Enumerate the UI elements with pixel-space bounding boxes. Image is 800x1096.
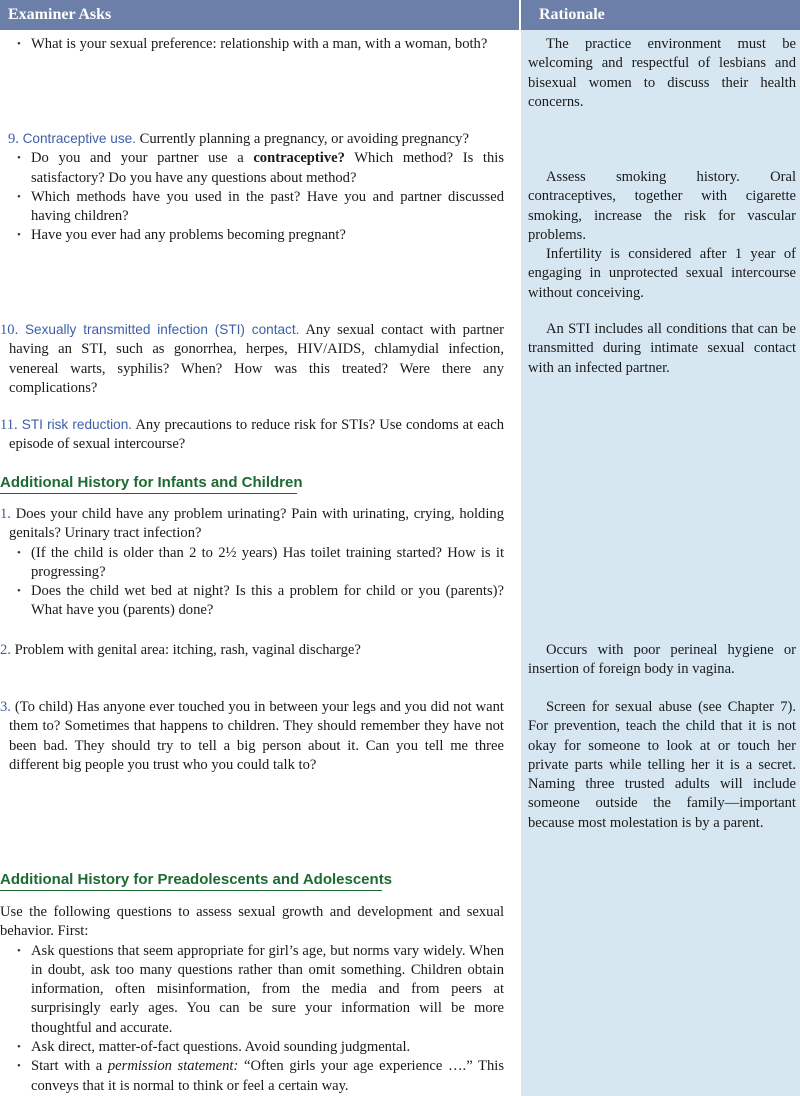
list-item: • Have you ever had any problems becoming pregnant? xyxy=(10,226,504,245)
heading-underline xyxy=(0,890,382,891)
question-text: (To child) Has anyone ever touched you in between your legs and you did not want them to? Sometimes that happens to children. They should remember they have not been bad. They should try to tell a big person about it. Can you tell me three different big people you trust who you could talk to? xyxy=(9,699,504,773)
list-item: • (If the child is older than 2 to 2½ years) Has toilet training started? How is it progressing? xyxy=(10,544,504,583)
sti-rationale: An STI includes all conditions that can be transmitted during intimate sexual contact with an infected partner. xyxy=(528,321,796,376)
adolescents-intro: Use the following questions to assess sexual growth and development and sexual behavior. First: xyxy=(0,904,504,940)
question-number: 11. xyxy=(0,417,18,433)
examiner-asks-heading: Examiner Asks xyxy=(8,6,112,23)
infant-question-1 xyxy=(0,505,504,621)
question-topic: Sexually transmitted infection (STI) contact. xyxy=(24,322,300,337)
list-item: • What is your sexual preference: relationship with a man, with a woman, both? xyxy=(10,35,504,54)
question-number: 3. xyxy=(0,699,11,715)
question-text: Any sexual contact with partner having an STI, such as gonorrhea, herpes, HIV/AIDS, chlamydial infection, venereal warts, syphilis? When? How was this treated? Were there any complications? xyxy=(9,322,504,396)
sexual-preference-question xyxy=(0,35,504,54)
question-number: 1. xyxy=(0,506,11,522)
rationale-column-background xyxy=(521,0,800,1096)
list-item: • Ask direct, matter-of-fact questions. Avoid sounding judgmental. xyxy=(10,1038,504,1057)
sexual-abuse-rationale: Screen for sexual abuse (see Chapter 7). For prevention, teach the child that it is not okay for someone to look at or touch her private parts while telling her it is a secret. Naming three trusted adults will include someone outside the family—important because most molestation is by a parent. xyxy=(528,699,796,831)
infant-question-2 xyxy=(0,641,504,660)
list-item: • Which methods have you used in the past? Have you and partner discussed having children? xyxy=(10,188,504,227)
question-topic: STI risk reduction. xyxy=(21,417,133,432)
table-header xyxy=(0,0,800,30)
question-9 xyxy=(0,129,504,246)
question-number: 10. xyxy=(0,322,19,338)
question-text: Currently planning a pregnancy, or avoiding pregnancy? xyxy=(135,131,469,147)
question-number: 9. xyxy=(8,131,19,147)
list-item: • Do you and your partner use a contraceptive? Which method? Is this satisfactory? Do you have any questions about method? xyxy=(10,149,504,188)
question-text: Does your child have any problem urinating? Pain with urinating, crying, holding genitals? Urinary tract infection? xyxy=(9,506,504,542)
question-text: Any precautions to reduce risk for STIs? Use condoms at each episode of sexual intercourse? xyxy=(9,417,504,453)
question-11 xyxy=(0,415,504,455)
adolescents-section xyxy=(0,903,504,1096)
list-item: • Does the child wet bed at night? Is this a problem for child or you (parents)? What have you (parents) done? xyxy=(10,582,504,621)
heading-underline xyxy=(0,493,297,494)
question-number: 2. xyxy=(0,642,11,658)
sexual-preference-rationale: The practice environment must be welcoming and respectful of lesbians and bisexual women to discuss their health concerns. xyxy=(528,36,796,110)
contraceptive-rationale: Assess smoking history. Oral contraceptives, together with cigarette smoking, increase the risk for vascular problems. xyxy=(528,169,796,243)
question-topic: Contraceptive use. xyxy=(22,131,136,146)
list-item: • Ask questions that seem appropriate for girl’s age, but norms vary widely. When in doubt, ask too many questions rather than omit something. Children obtain information, often misinformation, from the media and from peers at surprisingly early ages. You can be sure your information will be more thoughtful and accurate. xyxy=(10,942,504,1038)
rationale-heading: Rationale xyxy=(539,6,605,23)
adolescents-heading: Additional History for Preadolescents and Adolescents xyxy=(0,871,393,888)
hygiene-rationale: Occurs with poor perineal hygiene or insertion of foreign body in vagina. xyxy=(528,642,796,678)
infants-children-heading: Additional History for Infants and Children xyxy=(0,474,303,491)
infertility-rationale: Infertility is considered after 1 year of engaging in unprotected sexual intercourse without conceiving. xyxy=(528,246,796,301)
list-item: • Start with a permission statement: “Often girls your age experience ….” This conveys that it is normal to think or feel a certain way. xyxy=(10,1057,504,1096)
infant-question-3 xyxy=(0,698,504,775)
question-text: Problem with genital area: itching, rash, vaginal discharge? xyxy=(10,642,361,658)
question-10 xyxy=(0,320,504,398)
